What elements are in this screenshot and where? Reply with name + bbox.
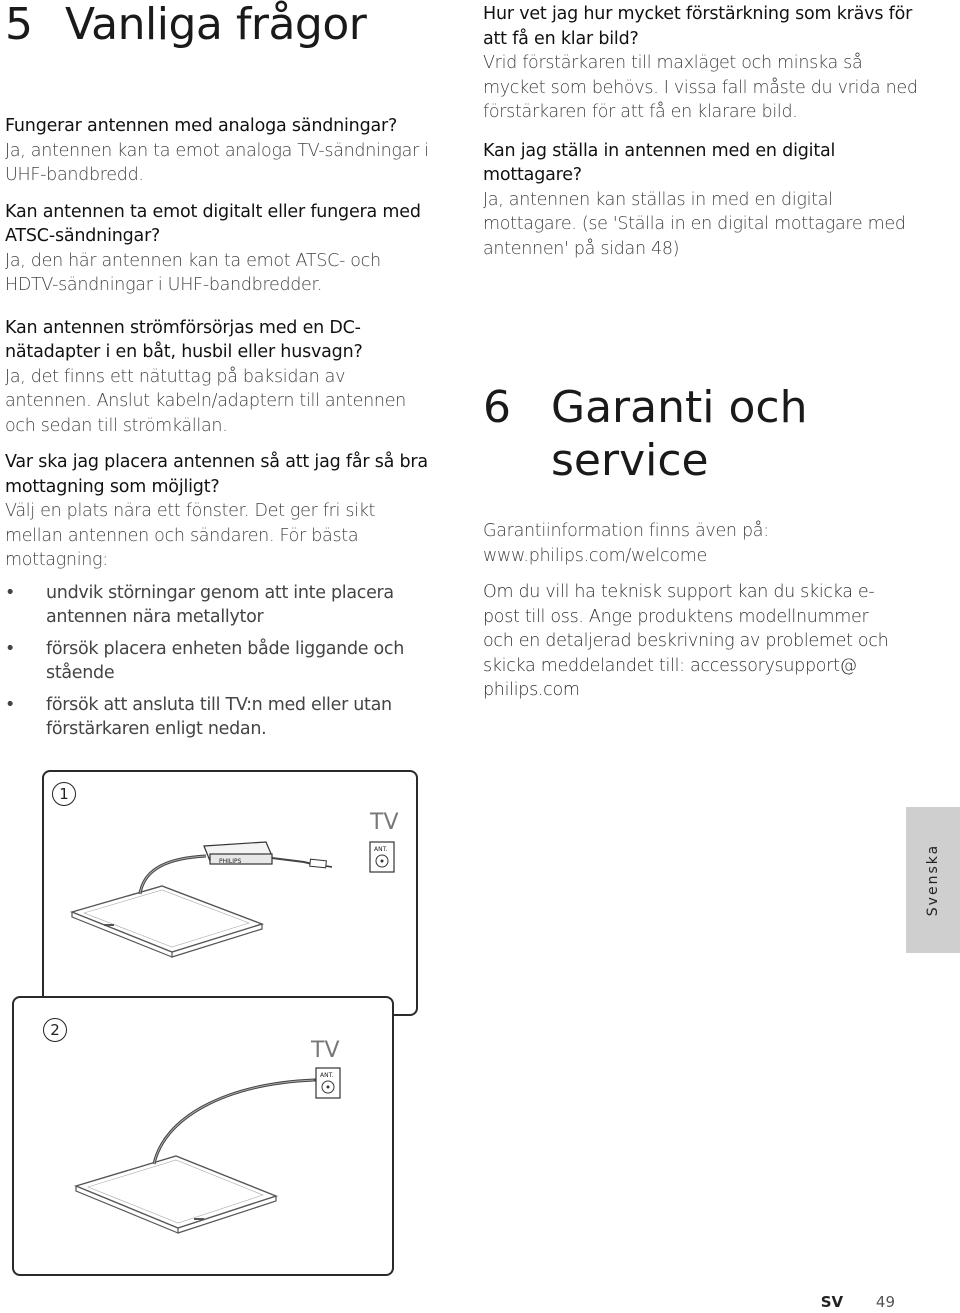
warranty-text: Garantiinformation finns även på: www.philips.com/welcome [483,521,769,566]
chapter-number: 5 [5,0,33,50]
language-side-tab [906,807,960,953]
footer-language: SV [820,1293,844,1311]
list-item: • försök placera enheten både liggande och stående [5,638,405,683]
faq-answer: Ja, det finns ett nätuttag på baksidan av antennen. Anslut kabeln/adaptern till antennen och sedan till strömkällan. [5,366,406,436]
support-text: Om du vill ha teknisk support kan du skicka e-post till oss. Ange produktens modellnummer och en detaljerad beskrivning av problemet och skicka meddelandet till: accessorysupport@ philips.com [483,582,889,700]
faq-question: Kan antennen ta emot digitalt eller fungera med ATSC-sändningar? [5,201,421,246]
faq-answer: Ja, antennen kan ta emot analoga TV-sändningar i UHF-bandbredd. [5,140,429,185]
chapter-number: 6 [483,382,511,433]
chapter-title: Vanliga frågor [65,0,367,50]
faq-question: Kan antennen strömförsörjas med en DC-nätadapter i en båt, husbil eller husvagn? [5,317,363,362]
amplifier-brand: PHILIPS [219,858,242,865]
bullet-icon: • [5,694,16,715]
ant-label: ANT. [374,846,388,853]
tips-list [5,581,435,742]
page-number: 49 [875,1293,895,1311]
faq-answer: Välj en plats nära ett fönster. Det ger fri sikt mellan antennen och sändaren. För bästa mottagning: [5,501,376,570]
chapter-title-line2: service [551,435,709,486]
list-item: • undvik störningar genom att inte placera antennen nära metallytor [5,582,394,627]
tv-antenna-port [370,842,394,872]
faq-item [5,316,435,439]
antenna-direct-illustration [14,998,392,1274]
figure-connection-with-amplifier [42,770,418,1016]
faq-item [5,114,435,188]
amplifier-box [204,842,272,865]
tv-label: TV [370,810,399,835]
faq-answer: Ja, antennen kan ställas in med en digital mottagare. (se 'Ställa in en digital mottagare med antennen' på sidan 48) [483,189,906,259]
ant-label: ANT. [320,1072,334,1079]
bullet-icon: • [5,582,16,603]
faq-question: Hur vet jag hur mycket förstärkning som krävs för att få en klar bild? [483,4,913,49]
chapter-heading [483,381,923,491]
antenna-with-amplifier-illustration [44,772,416,1014]
right-column [483,0,923,703]
left-column [5,0,435,749]
faq-question: Kan jag ställa in antennen med en digital mottagare? [483,140,836,185]
page-footer [821,1293,895,1311]
faq-item [483,2,923,125]
chapter-heading [5,0,435,50]
list-item: • försök att ansluta till TV:n med eller utan förstärkaren enligt nedan. [5,694,392,739]
bullet-icon: • [5,638,16,659]
faq-item [5,450,435,573]
faq-question: Fungerar antennen med analoga sändningar? [5,116,398,136]
faq-item [5,200,435,298]
chapter-title: Garanti och [551,382,808,433]
figure-number: 2 [43,1018,67,1042]
faq-question: Var ska jag placera antennen så att jag får så bra mottagning som möjligt? [5,452,428,497]
faq-answer: Ja, den här antennen kan ta emot ATSC- och HDTV-sändningar i UHF-bandbredder. [5,250,381,295]
tv-antenna-port [316,1068,340,1098]
faq-item [483,139,923,262]
tv-label: TV [311,1038,340,1063]
language-tab-label: Svenska [925,843,941,917]
faq-answer: Vrid förstärkaren till maxläget och minska så mycket som behövs. I vissa fall måste du vrida ned förstärkaren för att få en klarare bild. [483,53,918,122]
figure-number: 1 [52,782,76,806]
figure-connection-direct [12,996,394,1276]
